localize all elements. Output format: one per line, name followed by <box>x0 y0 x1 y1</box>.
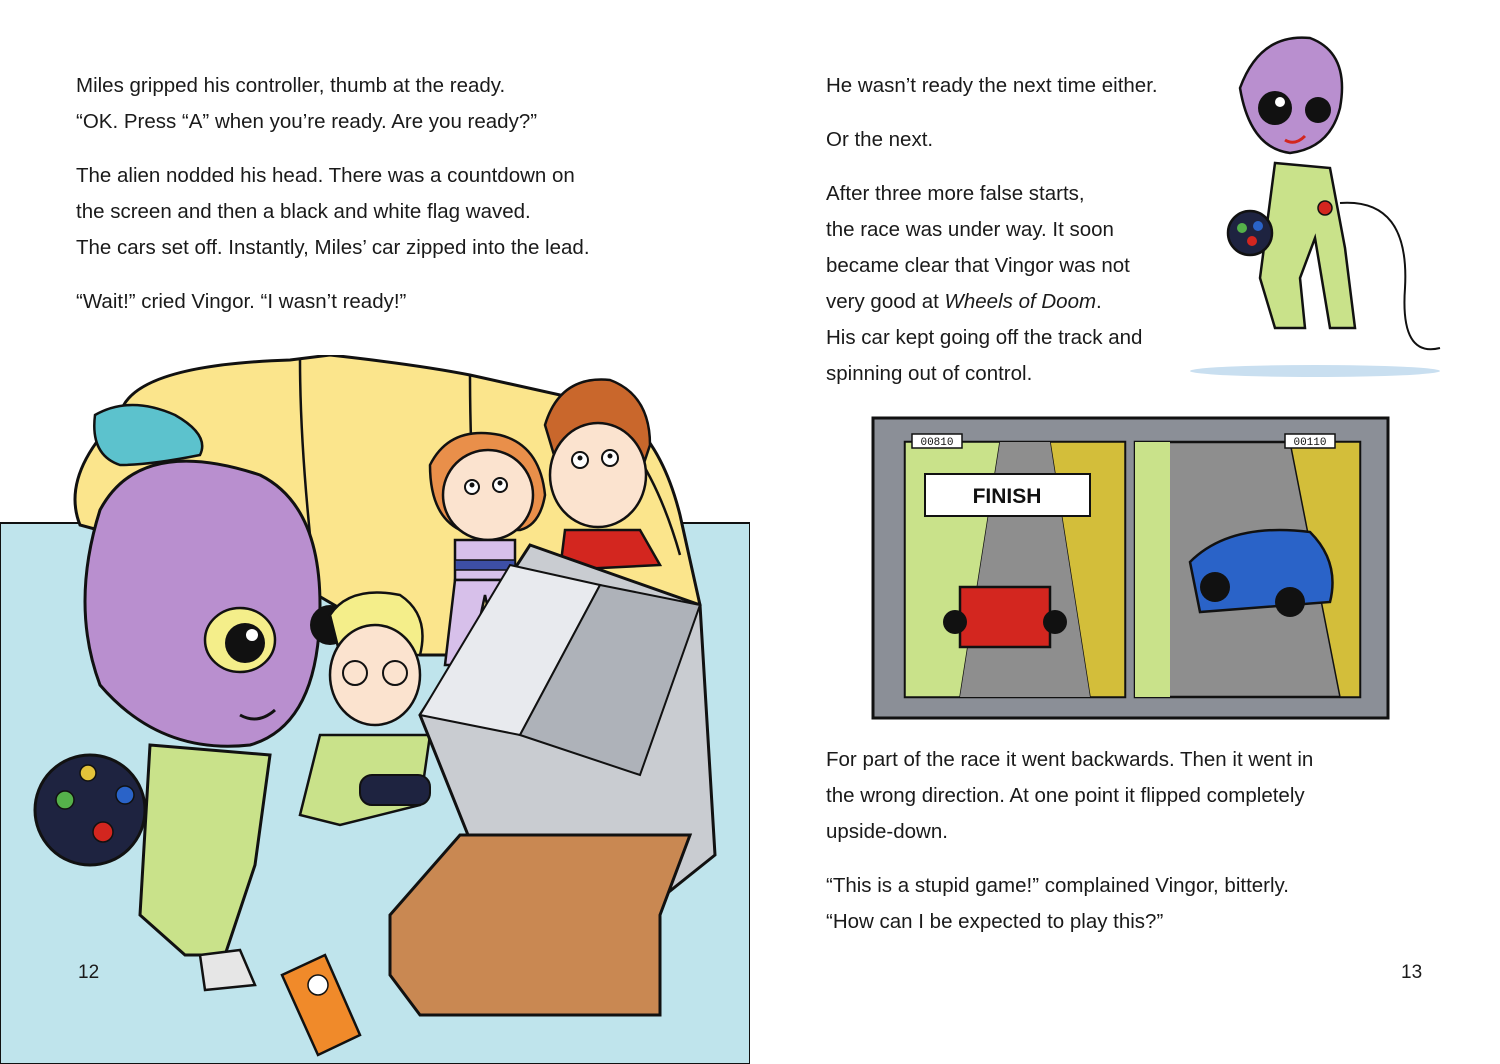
text-line: spinning out of control. <box>826 362 1033 385</box>
right-page <box>750 0 1500 1064</box>
paragraph-4 <box>826 742 1313 850</box>
game-screen-illustration <box>870 412 1395 724</box>
text-segment: . <box>1096 290 1102 313</box>
text-line: “How can I be expected to play this?” <box>826 910 1164 933</box>
text-line: The alien nodded his head. There was a countdown on <box>76 164 575 187</box>
paragraph-1 <box>76 68 537 140</box>
paragraph-3 <box>76 284 406 320</box>
text-line: the wrong direction. At one point it flipped completely <box>826 784 1305 807</box>
text-line: For part of the race it went backwards. Then it went in <box>826 748 1314 771</box>
paragraph-1 <box>826 68 1158 104</box>
text-line <box>826 284 1142 320</box>
text-line: “This is a stupid game!” complained Vingor, bitterly. <box>826 874 1289 897</box>
paragraph-5 <box>826 868 1289 940</box>
text-line: He wasn’t ready the next time either. <box>826 74 1158 97</box>
text-line: the screen and then a black and white flag waved. <box>76 200 531 223</box>
paragraph-3 <box>826 176 1142 392</box>
text-line: upside-down. <box>826 820 948 843</box>
text-line: Or the next. <box>826 128 934 151</box>
tv-table <box>390 835 690 1015</box>
score-right: 00110 <box>1293 437 1327 449</box>
text-line: After three more false starts, <box>826 182 1085 205</box>
text-line: the race was under way. It soon <box>826 218 1114 241</box>
alien-controller <box>35 755 145 865</box>
paragraph-2 <box>76 158 590 266</box>
text-line: “OK. Press “A” when you’re ready. Are you ready?” <box>76 110 538 133</box>
score-left: 00810 <box>920 437 954 449</box>
text-segment: very good at <box>826 290 945 313</box>
paragraph-2 <box>826 122 933 158</box>
text-line: The cars set off. Instantly, Miles’ car zipped into the lead. <box>76 236 590 259</box>
game-title: Wheels of Doom <box>944 290 1097 313</box>
text-line: His car kept going off the track and <box>826 326 1143 349</box>
living-room-illustration <box>0 355 750 1064</box>
page-number-left: 12 <box>78 962 100 983</box>
jumping-alien-illustration <box>1180 28 1450 383</box>
text-line: became clear that Vingor was not <box>826 254 1130 277</box>
text-line: “Wait!” cried Vingor. “I wasn’t ready!” <box>76 290 407 313</box>
finish-banner: FINISH <box>972 485 1042 508</box>
text-line: Miles gripped his controller, thumb at the ready. <box>76 74 506 97</box>
page-number-right: 13 <box>1401 962 1423 983</box>
